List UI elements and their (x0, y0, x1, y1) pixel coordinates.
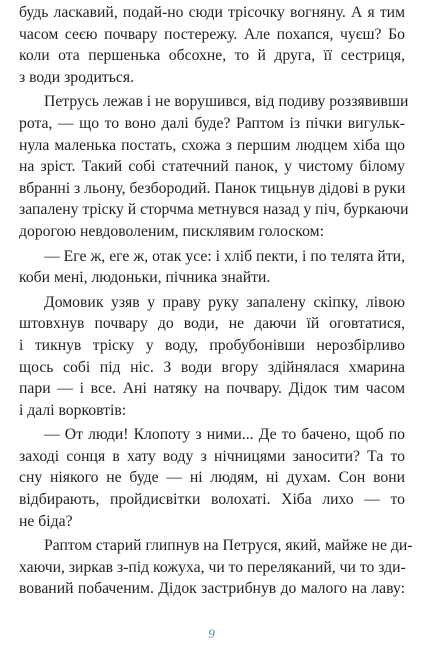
text-line: коби мені, людоньки, пічника знайти. (19, 269, 271, 287)
text-line: рота, — що то воно далі буде? Раптом із пічки вигульк- (19, 114, 405, 132)
text-line: Раптом старий глипнув на Петруся, який, майже не ди- (44, 537, 413, 555)
text-line: дорогою невдоволеним, писклявим голоском: (19, 222, 324, 240)
text-line: Петрусь лежав і не ворушився, від подиву роззявивши (44, 93, 409, 111)
text-line: вбранні з льону, безбородий. Панок тицьнув дідові в руки (19, 179, 406, 197)
body-text (19, 2, 413, 600)
text-line: і далі ворковтів: (19, 401, 127, 419)
text-line: будь ласкавий, подай-но сюди трісочку вогняну. А я тим (19, 4, 405, 21)
text-line: часом сеєю почвару постережу. Але похапся, чуєш? Бо (19, 25, 405, 43)
text-line: хаючи, зиркав з-під кожуха, чи то переляканий, чи то зди- (19, 558, 406, 576)
paragraph (19, 535, 413, 600)
page-number: 9 (208, 626, 215, 641)
paragraph (19, 91, 409, 242)
text-line: щось собі під ніс. З води вгору здійнялася хмарина (19, 358, 405, 376)
paragraph (19, 292, 405, 422)
text-line: на зріст. Такий собі статечний панок, у чистому білому (19, 158, 405, 176)
paragraph (19, 246, 405, 289)
text-line: запалену тріску й сторчма метнувся назад у піч, буркаючи (19, 201, 409, 219)
text-line: не біда? (19, 512, 73, 530)
text-line: Домовик узяв у праву руку запалену скіпку, лівою (44, 293, 405, 311)
text-line: з води зродиться. (19, 68, 135, 86)
text-line: штовхнув почвару до води, не даючи їй оговтатися, (19, 315, 405, 333)
text-line: і тикнув тріску у воду, пробубонівши нерозбірливо (19, 336, 405, 354)
text-line: нула маленька постать, схожа з першим людцем хіба що (19, 136, 405, 154)
paragraph (19, 424, 405, 532)
text-line: — От люди! Клопоту з ними... Де то бачено, щоб по (44, 426, 405, 444)
text-line: заході сонця в хату воду з нічницями заносити? Та то (19, 447, 405, 465)
text-line: відбирають, пройдисвітки волохаті. Хіба лихо — то (19, 491, 405, 509)
paragraph (19, 2, 405, 88)
text-line: коли ота першенька обсохне, то й друга, її сестриця, (19, 47, 405, 65)
text-line: — Еге ж, еге ж, отак усе: і хліб пекти, і по телята йти, (44, 247, 405, 265)
text-line: сну ніякого не буде — ні людям, ні духам. Сон вони (19, 469, 405, 487)
text-line: пари — і все. Ані натяку на почвару. Дідок тим часом (19, 380, 405, 398)
text-line: вований побаченим. Дідок застрибнув до малого на лаву: (19, 580, 405, 598)
